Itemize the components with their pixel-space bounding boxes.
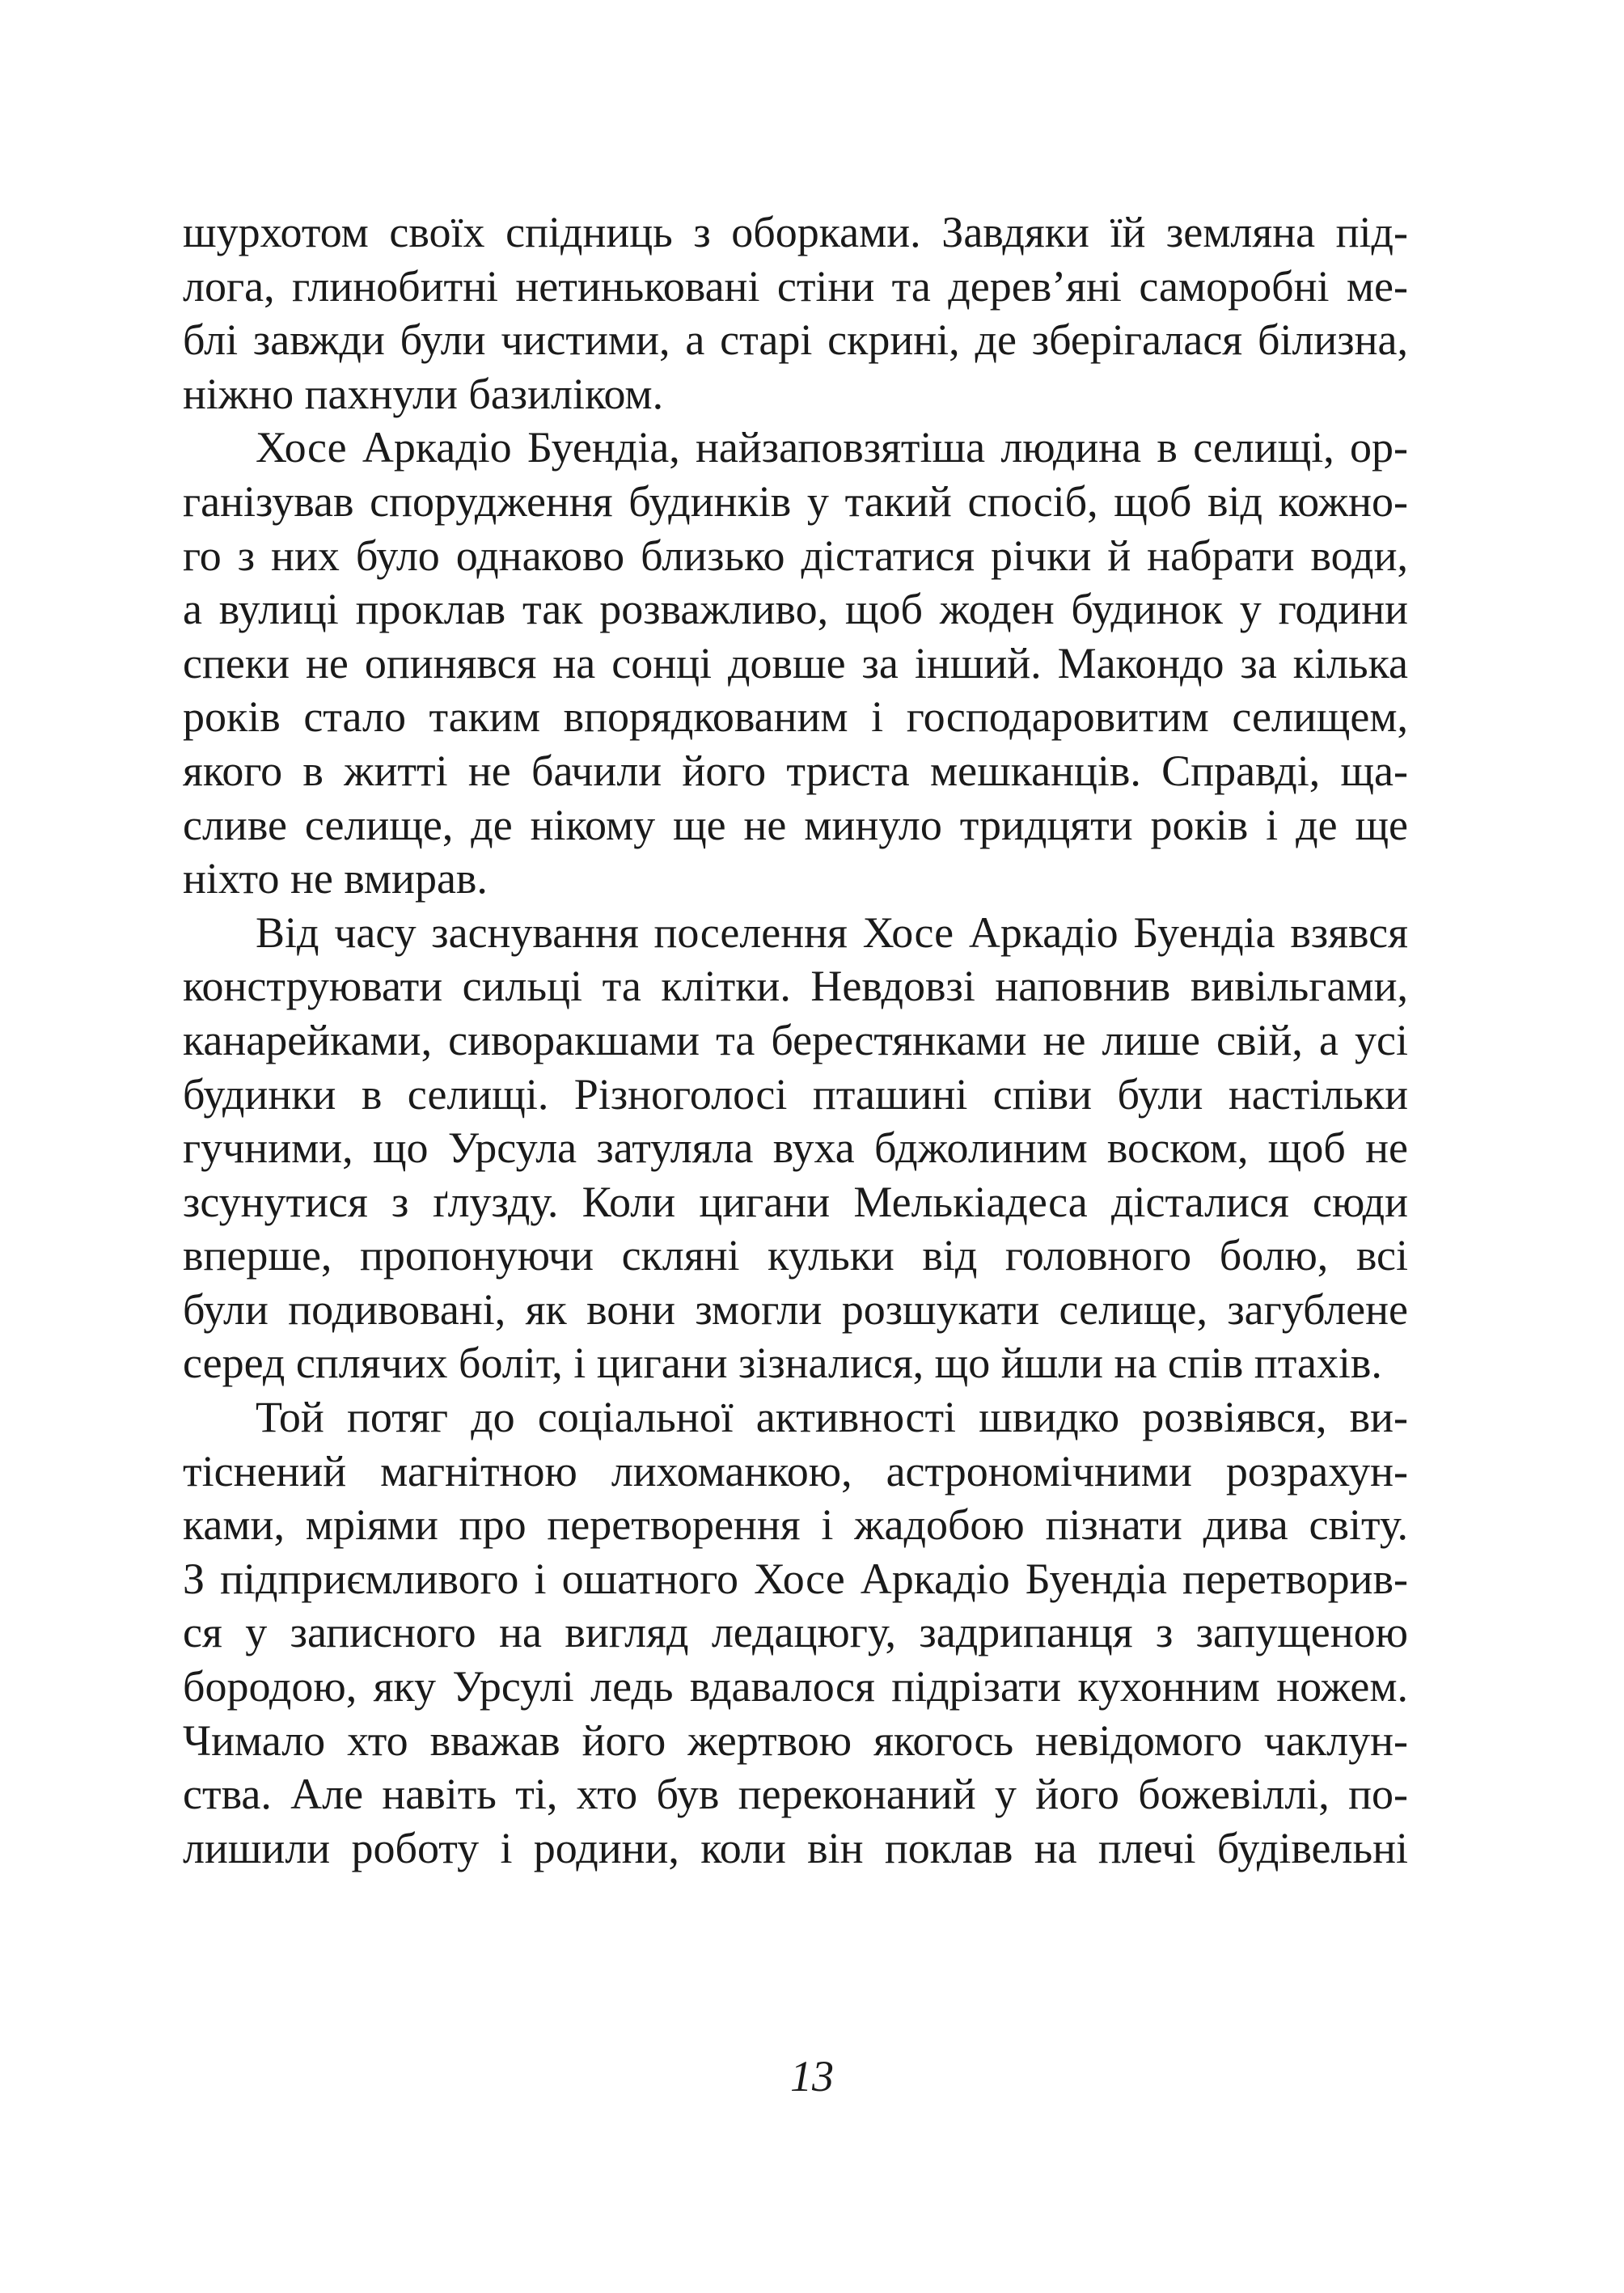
- text-line: вперше, пропонуючи скляні кульки від головного болю, всі: [183, 1231, 1408, 1280]
- text-line: сливе селище, де нікому ще не минуло тридцяти років і де ще: [183, 800, 1408, 849]
- text-line: будинки в селищі. Різноголосі пташині співи були настільки: [183, 1069, 1408, 1119]
- text-line: ганізував спорудження будинків у такий спосіб, щоб від кожно-: [183, 476, 1408, 526]
- text-line: якого в житті не бачили його триста мешканців. Справді, ща-: [183, 746, 1408, 795]
- text-line: З підприємливого і ошатного Хосе Аркадіо Буендіа перетворив-: [183, 1554, 1408, 1603]
- text-line: були подивовані, як вони змогли розшукати селище, загублене: [183, 1284, 1408, 1334]
- page-number: 13: [790, 2052, 834, 2101]
- text-line: ства. Але навіть ті, хто був переконаний у його божевіллі, по-: [183, 1770, 1408, 1819]
- text-line: канарейками, сиворакшами та берестянками не лише свій, а усі: [183, 1015, 1408, 1064]
- text-line: ніхто не вмирав.: [183, 854, 488, 903]
- text-line: лога, глинобитні нетиньковані стіни та дерев’яні саморобні ме-: [183, 261, 1408, 311]
- text-line: гучними, що Урсула затуляла вуха бджолиним воском, щоб не: [183, 1123, 1408, 1173]
- text-line: тіснений магнітною лихоманкою, астрономічними розрахун-: [183, 1446, 1408, 1496]
- text-line: блі завжди були чистими, а старі скрині, де зберігалася білизна,: [183, 315, 1408, 365]
- text-line: ся у записного на вигляд ледацюгу, задрипанця з запущеною: [183, 1608, 1408, 1657]
- text-line: конструювати сильці та клітки. Невдовзі наповнив вивільгами,: [183, 962, 1408, 1011]
- text-line: серед сплячих боліт, і цигани зізналися, що йшли на спів птахів.: [183, 1339, 1382, 1388]
- text-line: а вулиці проклав так розважливо, щоб жоден будинок у години: [183, 585, 1408, 634]
- body-text: [183, 205, 1408, 1875]
- text-line: Від часу заснування поселення Хосе Аркадіо Буендіа взявся: [256, 907, 1408, 957]
- text-line: спеки не опинявся на сонці довше за інший. Макондо за кілька: [183, 638, 1408, 687]
- text-line: Хосе Аркадіо Буендіа, найзаповзятіша людина в селищі, ор-: [256, 423, 1408, 472]
- text-line: зсунутися з ґлузду. Коли цигани Мелькіадеса дісталися сюди: [183, 1177, 1408, 1226]
- text-line: Той потяг до соціальної активності швидко розвіявся, ви-: [256, 1393, 1408, 1442]
- text-line: ніжно пахнули базиліком.: [183, 369, 664, 418]
- text-line: ками, мріями про перетворення і жадобою пізнати дива світу.: [183, 1500, 1408, 1550]
- text-line: років стало таким впорядкованим і господаровитим селищем,: [183, 692, 1408, 742]
- text-line: го з них було однаково близько дістатися річки й набрати води,: [183, 531, 1408, 580]
- text-line: бородою, яку Урсулі ледь вдавалося підрізати кухонним ножем.: [183, 1662, 1408, 1711]
- text-line: Чимало хто вважав його жертвою якогось невідомого чаклун-: [183, 1716, 1408, 1765]
- text-line: шурхотом своїх спідниць з оборками. Завдяки їй земляна під-: [183, 208, 1408, 256]
- text-line: лишили роботу і родини, коли він поклав на плечі будівельні: [183, 1823, 1408, 1872]
